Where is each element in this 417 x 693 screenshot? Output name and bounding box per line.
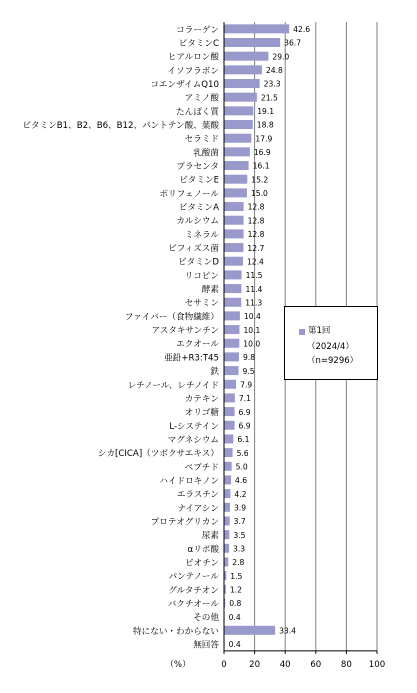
- bar: [224, 229, 244, 238]
- bar: [224, 311, 240, 320]
- value-label: 1.5: [230, 571, 243, 581]
- value-label: 7.9: [240, 380, 253, 390]
- bar: [224, 188, 247, 197]
- value-label: 12.8: [247, 230, 265, 240]
- category-label: L-システイン: [169, 421, 219, 432]
- value-label: 10.0: [243, 339, 261, 349]
- bar: [224, 366, 239, 375]
- value-label: 11.3: [245, 298, 263, 308]
- value-label: 3.3: [233, 544, 246, 554]
- category-label: レチノール、レチノイド: [127, 380, 219, 391]
- value-label: 36.7: [284, 38, 302, 48]
- category-label: 乳酸菌: [193, 148, 219, 159]
- value-label: 0.4: [228, 612, 241, 622]
- category-label: セラミド: [184, 134, 219, 145]
- bar: [224, 79, 260, 88]
- value-label: 12.7: [247, 243, 265, 253]
- value-label: 12.8: [247, 202, 265, 212]
- category-label: アミノ酸: [184, 93, 219, 104]
- category-label: エクオール: [176, 339, 219, 350]
- bar: [224, 489, 230, 498]
- value-label: 23.3: [263, 79, 281, 89]
- category-label: マグネシウム: [167, 435, 219, 446]
- value-label: 0.4: [228, 640, 241, 650]
- value-label: 11.5: [245, 271, 263, 281]
- bar: [224, 161, 249, 170]
- value-label: 7.1: [238, 394, 251, 404]
- category-label: 尿素: [201, 531, 219, 542]
- category-label: プロテオグリカン: [150, 517, 219, 528]
- category-label: 特にない・わからない: [133, 626, 219, 637]
- category-label: リコピン: [184, 271, 219, 282]
- bar: [224, 298, 241, 307]
- value-label: 9.8: [242, 353, 256, 363]
- bar: [224, 352, 239, 361]
- category-label: 亜鉛+R3:T45: [164, 353, 219, 364]
- category-label: コエンザイムQ10: [150, 80, 219, 91]
- legend-sample-size: （n=9296）: [307, 356, 359, 366]
- bar: [224, 38, 280, 47]
- bar: [224, 407, 235, 416]
- value-label: 9.5: [242, 366, 255, 376]
- category-label: アスタキサンチン: [151, 326, 219, 337]
- category-label: イソフラボン: [167, 66, 219, 77]
- legend-label: 第1回: [308, 326, 331, 336]
- value-label: 42.6: [293, 25, 311, 35]
- bar: [224, 120, 253, 129]
- bar: [224, 216, 244, 225]
- bar: [224, 202, 244, 211]
- category-label: シカ[CICA]（ツボクサエキス）: [97, 449, 219, 460]
- bar: [224, 339, 239, 348]
- category-label: グルタチオン: [168, 585, 219, 596]
- category-label: ビタミンA: [178, 203, 219, 214]
- category-label: ビタミンC: [178, 39, 219, 50]
- category-label: オリゴ糖: [184, 408, 219, 419]
- value-label: 12.4: [246, 257, 264, 267]
- category-label: ミネラル: [184, 230, 219, 241]
- category-label: αリポ酸: [187, 544, 219, 555]
- value-label: 4.2: [234, 489, 247, 499]
- value-label: 12.8: [247, 216, 265, 226]
- legend-item: [299, 325, 330, 338]
- bar: [224, 475, 231, 484]
- value-label: 1.2: [229, 585, 242, 595]
- category-label: たんぱく質: [176, 107, 219, 118]
- category-label: エラスチン: [176, 490, 219, 501]
- category-label: ビオチン: [185, 558, 219, 569]
- bar: [224, 284, 241, 293]
- category-label: ポリフェノール: [159, 189, 219, 200]
- bar: [224, 626, 275, 635]
- bar: [224, 134, 251, 143]
- bar: [224, 147, 250, 156]
- category-label: コラーゲン: [176, 25, 219, 36]
- value-label: 2.8: [232, 558, 245, 568]
- category-label: ビタミンB1、B2、B6、B12、パントテン酸、葉酸: [22, 121, 219, 132]
- category-label: その他: [193, 613, 219, 624]
- bar: [224, 93, 257, 102]
- category-label: ペプチド: [184, 462, 219, 473]
- value-label: 5.6: [236, 448, 249, 458]
- bar: [224, 462, 232, 471]
- value-label: 10.1: [243, 325, 261, 335]
- category-label: ビタミンD: [178, 257, 219, 268]
- value-label: 18.8: [256, 120, 274, 130]
- x-tick-label: 100: [368, 659, 386, 670]
- category-label: ハイドロキノン: [159, 476, 219, 487]
- bar: [224, 421, 235, 430]
- x-tick-label: 20: [249, 659, 261, 670]
- value-label: 3.5: [233, 530, 246, 540]
- bar: [224, 24, 289, 33]
- category-label: バクチオール: [167, 599, 219, 610]
- value-label: 3.9: [233, 503, 247, 513]
- category-label: ナイアシン: [177, 503, 219, 514]
- category-label: ファイバー（食物繊維）: [124, 312, 219, 323]
- category-label: ヒアルロン酸: [167, 52, 219, 63]
- value-label: 0.8: [229, 599, 242, 609]
- bar: [224, 557, 228, 566]
- x-tick-label: 0: [221, 659, 227, 670]
- category-label: ビフィズス菌: [168, 244, 219, 255]
- bar: [224, 243, 243, 252]
- value-label: 4.6: [235, 476, 248, 486]
- value-label: 16.9: [253, 148, 271, 158]
- category-label: 鉄: [210, 367, 219, 378]
- bar: [224, 257, 243, 266]
- value-label: 16.1: [252, 161, 270, 171]
- bar: [224, 434, 233, 443]
- bar: [224, 530, 229, 539]
- value-label: 10.4: [243, 312, 261, 322]
- category-label: プラセンタ: [176, 162, 219, 173]
- category-label: カテキン: [184, 394, 219, 405]
- category-label: パンテノール: [168, 572, 219, 583]
- category-label: カルシウム: [176, 216, 219, 227]
- bar: [224, 325, 239, 334]
- bar: [224, 516, 230, 525]
- bar: [224, 448, 233, 457]
- value-label: 3.7: [233, 517, 246, 527]
- x-axis-label: （%）: [165, 659, 191, 670]
- category-label: 無回答: [193, 640, 219, 651]
- value-label: 33.4: [279, 626, 297, 636]
- value-label: 19.1: [257, 107, 275, 117]
- value-label: 6.9: [238, 407, 251, 417]
- bar: [224, 106, 253, 115]
- bar: [224, 503, 230, 512]
- value-label: 21.5: [260, 93, 278, 103]
- value-label: 17.9: [255, 134, 273, 144]
- bar: [224, 175, 247, 184]
- bar: [224, 65, 262, 74]
- category-label: ビタミンE: [179, 175, 219, 186]
- bar: [224, 544, 229, 553]
- x-tick-label: 80: [340, 659, 352, 670]
- value-label: 6.9: [238, 421, 251, 431]
- legend-swatch: [299, 329, 305, 335]
- bar: [224, 270, 242, 279]
- value-label: 15.0: [250, 189, 268, 199]
- bar: [224, 393, 235, 402]
- value-label: 5.0: [235, 462, 248, 472]
- legend: [284, 306, 378, 380]
- value-label: 24.8: [265, 66, 283, 76]
- value-label: 15.2: [251, 175, 269, 185]
- value-label: 11.4: [245, 284, 263, 294]
- bar: [224, 52, 268, 61]
- x-tick-label: 60: [310, 659, 322, 670]
- value-label: 6.1: [237, 435, 250, 445]
- x-tick-label: 40: [279, 659, 291, 670]
- category-label: 酵素: [201, 285, 219, 296]
- bar: [224, 380, 236, 389]
- legend-period: （2024/4）: [307, 342, 354, 352]
- category-label: セサミン: [184, 298, 219, 309]
- value-label: 29.0: [272, 52, 290, 62]
